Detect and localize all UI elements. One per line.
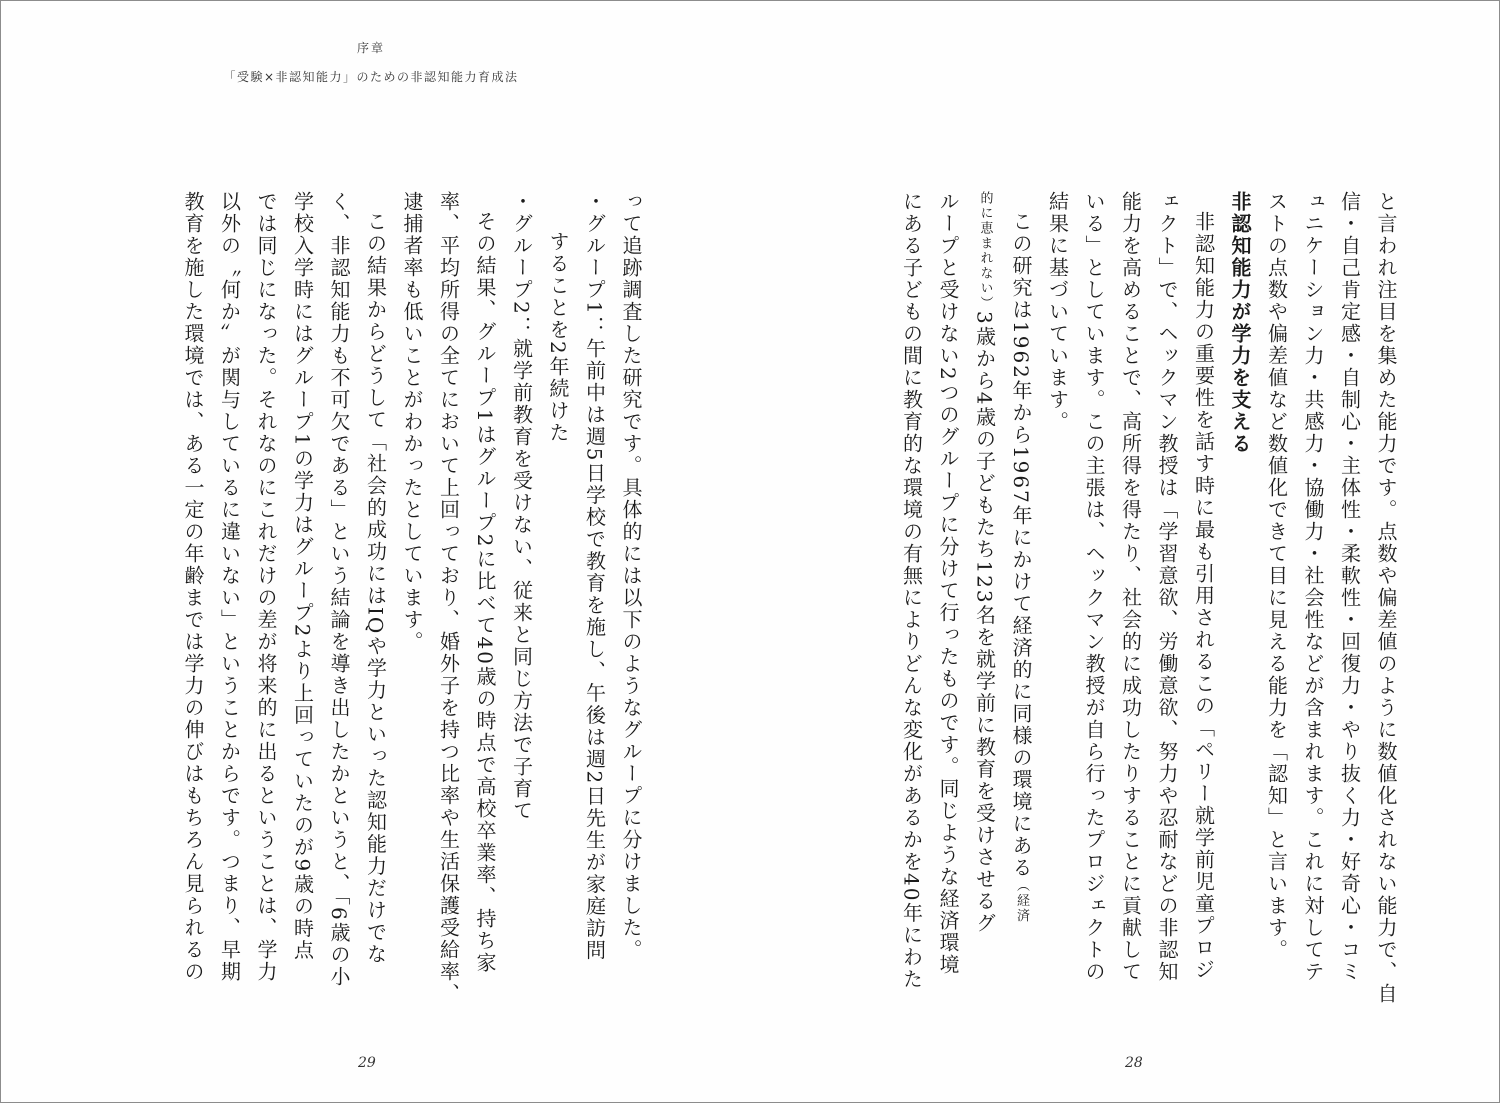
text-line: 以外の〝何か〟が関与しているに違いない」ということからです。つまり、早期: [217, 191, 242, 983]
page-number-right: 28: [1125, 1055, 1143, 1071]
text-line: 逮捕者率も低いことがわかったとしています。: [400, 191, 424, 653]
text-line: 学校入学時にはグループ1の学力はグループ2より上回っていたのが9歳の時点: [290, 191, 315, 962]
text-line: この結果からどうして「社会的成功にはIQや学力といった認知能力だけでな: [363, 211, 388, 966]
text-span: この研究は1962年から1967年にかけて経済的に同様の環境にある: [1009, 211, 1033, 879]
text-line: では同じになった。それなのにこれだけの差が将来的に出るということは、学力: [254, 191, 278, 983]
text-line: [966, 191, 1003, 991]
left-page-text: [175, 191, 650, 1005]
text-line: ループと受けない2つのグループに分けて行ったものです。同じような経済環境: [936, 191, 960, 976]
page-number-left: 29: [358, 1055, 376, 1071]
text-line: 非認知能力の重要性を話す時に最も引用されるこの「ペリー就学前児童プロジ: [1191, 211, 1216, 981]
right-page-text: [893, 191, 1404, 1005]
text-line: 信・自己肯定感・自制心・主体性・柔軟性・回復力・やり抜く力・好奇心・コミ: [1337, 191, 1362, 983]
text-line: 能力を高めることで、高所得を得たり、社会的に成功したりすることに貢献して: [1118, 191, 1143, 983]
list-item: ・グループ2：就学前教育を受けない、従来と同じ方法で子育て: [509, 191, 534, 822]
chapter-label: 序章: [356, 41, 385, 55]
list-item: ・グループ1：午前中は週5日学校で教育を施し、午後は週2日先生が家庭訪問: [582, 191, 607, 962]
text-line: にある子どもの間に教育的な環境の有無によりどんな変化があるかを40年にわた: [899, 191, 924, 991]
text-line: [1003, 191, 1040, 991]
text-line: ストの点数や偏差値など数値化できて目に見える能力を「認知」と言います。: [1264, 191, 1289, 961]
text-span: 3歳から4歳の子どもたち123名を就学前に教育を受けさせるグ: [972, 311, 997, 935]
text-line: 結果に基づいています。: [1045, 191, 1070, 433]
inline-note: 的に恵まれない）: [977, 191, 993, 311]
text-line: 教育を施した環境では、ある一定の年齢までは学力の伸びはもちろん見られるの: [181, 191, 205, 983]
text-line: ュニケーション力・共感力・協働力・社会性などが含まれます。これに対してテ: [1301, 191, 1325, 983]
text-line: その結果、グループ1はグループ2に比べて40歳の時点で高校卒業率、持ち家: [473, 211, 497, 974]
text-line: 率、平均所得の全てにおいて上回っており、婚外子を持つ比率や生活保護受給率、: [436, 191, 461, 1005]
chapter-subtitle: 「受験×非認知能力」のための非認知能力育成法: [223, 70, 519, 84]
section-heading: 非認知能力が学力を支える: [1228, 191, 1252, 455]
text-line: することを2年続けた: [546, 231, 570, 444]
text-line: く、非認知能力も不可欠である」という結論を導き出したかというと、「6歳の小: [327, 191, 351, 988]
text-line: いる」としています。この主張は、ヘックマン教授が自ら行ったプロジェクトの: [1082, 191, 1106, 983]
inline-note: （経済: [1014, 878, 1029, 924]
text-line: ェクト」で、ヘックマン教授は「学習意欲、労働意欲、努力や忍耐などの非認知: [1155, 191, 1179, 983]
text-line: って追跡調査した研究です。具体的には以下のようなグループに分けました。: [619, 191, 643, 961]
text-line: と言われ注目を集めた能力です。点数や偏差値のように数値化されない能力で、自: [1374, 191, 1398, 1005]
